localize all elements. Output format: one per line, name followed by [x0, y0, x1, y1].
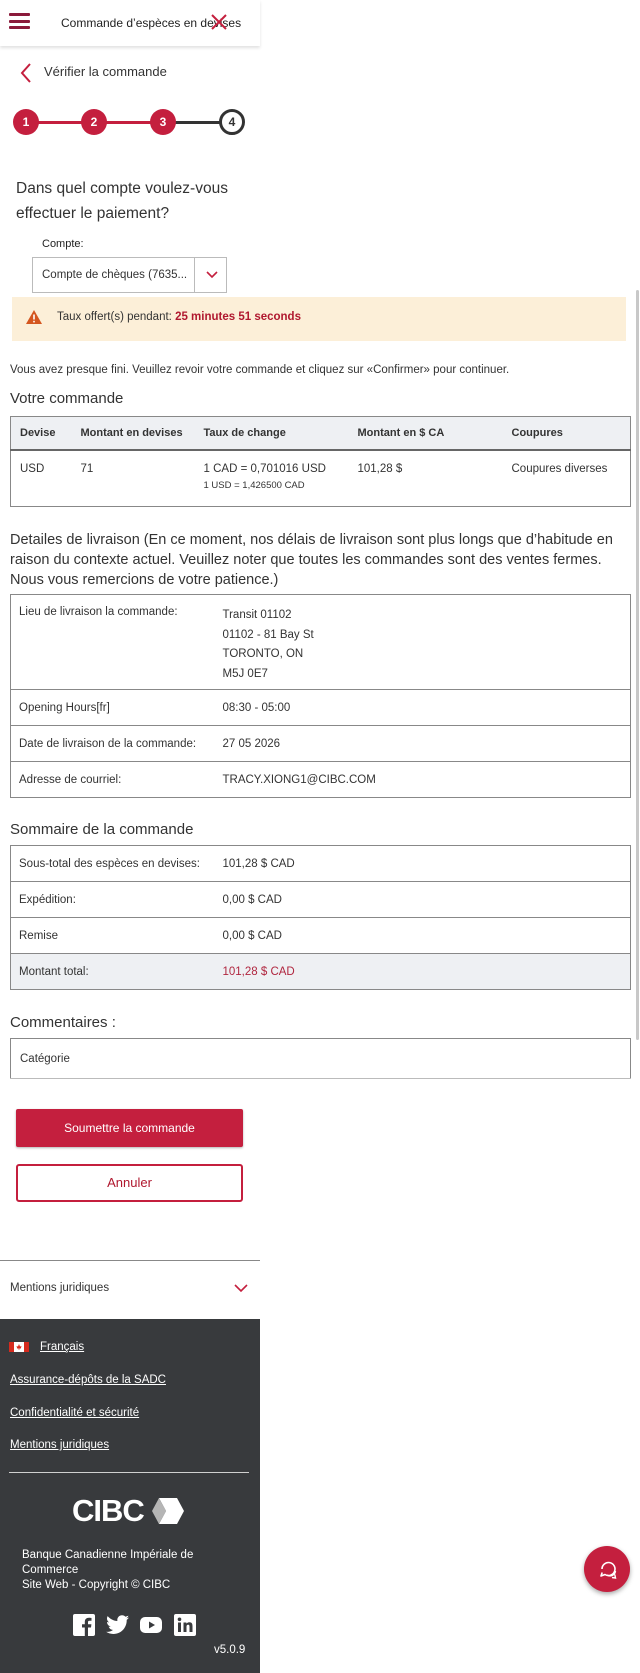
cibc-logo-diamond-icon	[150, 1496, 186, 1526]
table-header: Montant en devises	[72, 417, 195, 450]
currency-cell: USD	[20, 462, 45, 475]
rate-value: 1 CAD = 0,701016 USD	[203, 462, 326, 475]
copyright-text: Site Web - Copyright © CIBC	[22, 1579, 171, 1591]
chevron-down-icon	[206, 271, 218, 279]
table-row	[11, 846, 631, 882]
rate-cell	[195, 450, 349, 507]
scrollbar[interactable]	[636, 290, 639, 1040]
table-row	[11, 918, 631, 954]
step-2: 2	[81, 109, 107, 135]
divider	[9, 1472, 249, 1473]
bank-name	[22, 1548, 247, 1593]
app-header	[0, 0, 260, 46]
facebook-icon[interactable]	[73, 1614, 95, 1636]
footer-link-legal[interactable]: Mentions juridiques	[10, 1439, 110, 1451]
timer-label: Taux offert(s) pendant:	[57, 311, 172, 323]
table-row	[11, 450, 631, 507]
account-select-toggle[interactable]	[194, 258, 227, 292]
summary-section-title: Sommaire de la commande	[10, 821, 194, 838]
opening-hours-value: 08:30 - 05:00	[215, 690, 631, 726]
youtube-icon[interactable]	[139, 1614, 163, 1636]
delivery-location-label: Lieu de livraison la commande:	[19, 606, 178, 618]
cad-amount-cell: 101,28 $	[357, 462, 403, 475]
summary-table	[10, 845, 631, 990]
canada-flag-icon	[9, 1342, 29, 1352]
chevron-left-icon	[19, 62, 33, 84]
email-label: Adresse de courriel:	[11, 762, 215, 798]
hamburger-menu-icon[interactable]	[9, 13, 30, 29]
table-row	[11, 954, 631, 990]
table-row	[11, 882, 631, 918]
rate-inverse: 1 USD = 1,426500 CAD	[203, 479, 305, 491]
denominations-cell: Coupures diverses	[511, 462, 608, 475]
cancel-button[interactable]: Annuler	[16, 1164, 243, 1202]
discount-value: 0,00 $ CAD	[215, 918, 631, 954]
comments-section-title: Commentaires :	[10, 1014, 116, 1031]
address-line: M5J 0E7	[222, 667, 268, 680]
cibc-logo-text: CIBC	[72, 1493, 144, 1528]
delivery-date-label: Date de livraison de la commande:	[11, 726, 215, 762]
submit-order-button[interactable]: Soumettre la commande	[16, 1109, 243, 1147]
table-row	[11, 762, 631, 798]
footer-link-privacy[interactable]: Confidentialité et sécurité	[10, 1407, 140, 1419]
subtotal-label: Sous-total des espèces en devises:	[19, 857, 200, 870]
account-select-value: Compte de chèques (7635...	[42, 269, 188, 281]
site-footer	[0, 1319, 260, 1673]
total-label: Montant total:	[11, 954, 215, 990]
discount-label: Remise	[11, 918, 215, 954]
table-header: Devise	[11, 417, 72, 450]
subtotal-value: 101,28 $ CAD	[222, 857, 295, 870]
timer-countdown: 25 minutes 51 seconds	[175, 311, 301, 323]
table-header: Montant en $ CA	[349, 417, 503, 450]
table-header: Taux de change	[195, 417, 349, 450]
step-1: 1	[13, 109, 39, 135]
shipping-label: Expédition:	[11, 882, 215, 918]
divider	[10, 1078, 631, 1079]
table-row	[11, 690, 631, 726]
address-line: 01102 - 81 Bay St	[222, 628, 314, 641]
delivery-notice: Detailes de livraison (En ce moment, nos délais de livraison sont plus longs que d’habitude en raison du contexte actuel. Veuillez noter que toutes les commandes sont des ventes fermes. Nous vous remercions de votre patience.)	[10, 532, 613, 588]
shipping-value: 0,00 $ CAD	[215, 882, 631, 918]
legal-notices-label: Mentions juridiques	[10, 1282, 110, 1294]
chevron-down-icon	[234, 1283, 248, 1293]
address-line: TORONTO, ON	[222, 648, 304, 660]
step-4-current: 4	[219, 109, 245, 135]
delivery-location	[215, 595, 631, 690]
bank-name-text: Banque Canadienne Impériale de Commerce	[22, 1549, 194, 1576]
rate-timer-banner	[12, 297, 626, 341]
linkedin-icon[interactable]	[174, 1614, 196, 1636]
app-version: v5.0.9	[214, 1644, 246, 1656]
twitter-icon[interactable]	[106, 1614, 130, 1636]
page-title: Commande d’espèces en devises	[61, 16, 242, 30]
legal-notices-toggle[interactable]	[0, 1261, 260, 1319]
chat-button[interactable]	[584, 1546, 630, 1592]
account-question: Dans quel compte voulez-vous effectuer le paiement?	[16, 180, 228, 222]
comments-category-field[interactable]	[10, 1038, 631, 1078]
warning-icon	[25, 309, 43, 325]
order-table	[10, 416, 631, 507]
intro-text: Vous avez presque fini. Veuillez revoir votre commande et cliquez sur «Confirmer» pour continuer.	[10, 364, 510, 376]
email-value: TRACY.XIONG1@CIBC.COM	[215, 762, 631, 798]
table-row	[11, 595, 631, 690]
account-label: Compte:	[42, 238, 84, 250]
language-link[interactable]: Français	[40, 1341, 85, 1353]
chat-icon	[596, 1558, 618, 1580]
delivery-date-value: 27 05 2026	[215, 726, 631, 762]
back-link[interactable]	[19, 62, 239, 86]
footer-link-cdic[interactable]: Assurance-dépôts de la SADC	[10, 1374, 166, 1386]
category-label: Catégorie	[20, 1053, 70, 1065]
table-row	[11, 726, 631, 762]
back-link-label: Vérifier la commande	[44, 64, 167, 79]
total-value: 101,28 $ CAD	[215, 954, 631, 990]
address-line: Transit 01102	[222, 609, 292, 621]
cibc-logo	[72, 1493, 192, 1529]
opening-hours-label: Opening Hours[fr]	[11, 690, 215, 726]
step-3: 3	[150, 109, 176, 135]
close-icon[interactable]	[210, 13, 228, 31]
account-select[interactable]	[32, 257, 227, 293]
amount-cell: 71	[80, 462, 94, 475]
order-section-title: Votre commande	[10, 390, 124, 407]
delivery-table	[10, 594, 631, 798]
table-header: Coupures	[503, 417, 631, 450]
